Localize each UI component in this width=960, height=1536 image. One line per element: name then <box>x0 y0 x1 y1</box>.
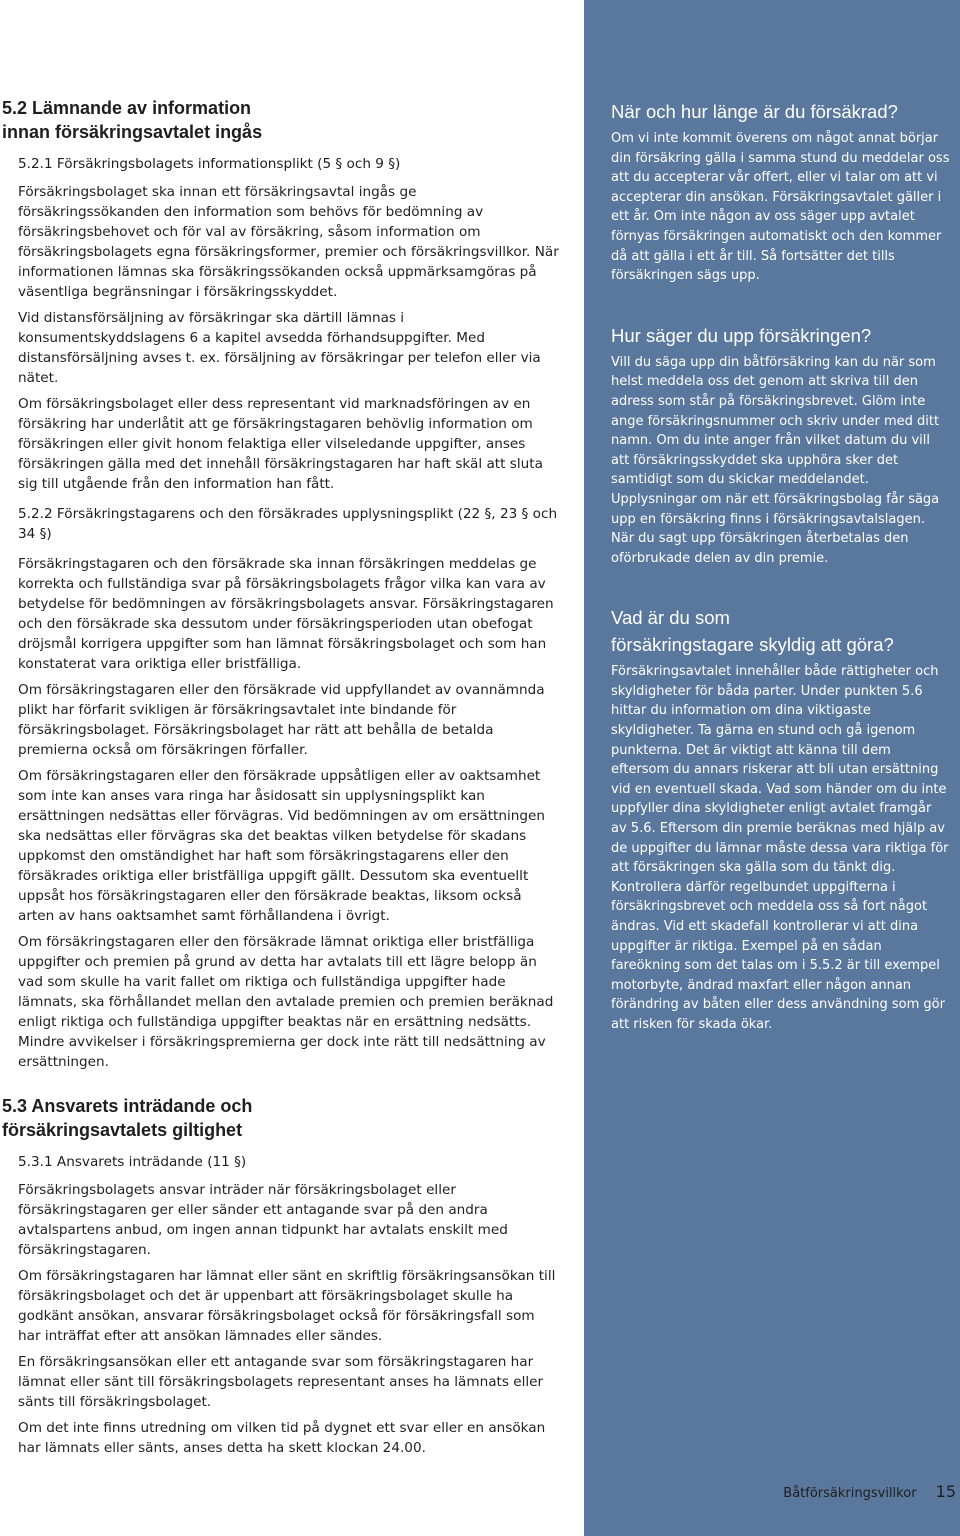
paragraph: Om försäkringstagaren eller den försäkrade uppsåtligen eller av oaktsamhet som inte kan anses vara ringa har åsidosatt sin upplysningsplikt kan ersättningen nedsättas eller förvägras. Vid bedömningen av om ersättningen ska nedsättas eller förvägras ska det beaktas vilken betydelse för skadans uppkomst den omständighet har haft som försäkringstagarens eller den försäkrades oriktiga eller bristfälliga uppgift gällt. Dessutom ska eventuellt uppsåt hos försäkringstagaren eller den försäkrade beaktas, liksom också arten av hans oaktsamhet samt förhållandena i övrigt. <box>18 768 545 924</box>
section-5-3-title: 5.3 Ansvarets inträdande och försäkringsavtalets giltighet <box>2 1096 253 1140</box>
paragraph: Vid distansförsäljning av försäkringar ska därtill lämnas i konsumentskyddslagens 6 a kapitel avsedda förhandsuppgifter. Med distansförsäljning avses t. ex. försäljning av försäkringar per telefon eller via nätet. <box>18 310 541 386</box>
sidebar-text: Försäkringsavtalet innehåller både rättigheter och skyldigheter för båda parter. Under punkten 5.6 hittar du information om dina viktigaste skyldigheter. Ta gärna en stund och gå igenom punkterna. Det är viktigt att känna till dem eftersom du annars riskerar att bli utan ersättning vid en eventuell skada. Vad som händer om du inte uppfyller dina skyldigheter enligt avtalet framgår av 5.6. Eftersom din premie beräknas med hjälp av de uppgifter du lämnar måste dessa vara riktiga för att försäkringen ska gälla som du tänkt dig. Kontrollera därför regelbundet uppgifterna i försäkringsbrevet och meddela oss så fort något ändras. Vid ett skadefall kontrollerar vi att dina uppgifter är riktiga. Exempel på en sådan fareökning som det talas om i 5.5.2 är till exempel motorbyte, ändrad maxfart eller någon annan förändring av båten eller dess användning som gör att risken för skada ökar. <box>611 664 949 1032</box>
paragraph: Om försäkringsbolaget eller dess representant vid marknadsföringen av en försäkring har underlåtit att ge försäkringstagaren behövlig information om försäkringen eller givit honom felaktiga eller vilseledande uppgifter, anses försäkringen gälla med det innehåll försäkringstagaren har haft skäl att sluta sig till utgående från den information han fått. <box>18 396 543 492</box>
paragraph: Försäkringstagaren och den försäkrade ska innan försäkringen meddelas ge korrekta och fullständiga svar på försäkringsbolagets frågor vilka kan vara av betydelse för bedömningen av försäkringsbolagets ansvar. Försäkringstagaren och den försäkrade ska dessutom under försäkringsperioden utan obefogat dröjsmål korrigera uppgifter som han lämnat försäkringsbolaget och som han konstaterat vara oriktiga eller bristfälliga. <box>18 556 554 672</box>
subsection-5-3-1-title: 5.3.1 Ansvarets inträdande (11 §) <box>18 1154 247 1170</box>
paragraph: Om försäkringstagaren eller den försäkrade lämnat oriktiga eller bristfälliga uppgifter och premien på grund av detta har avtalats till ett lägre belopp än vad som skulle ha varit fallet om riktiga och fullständiga uppgifter hade lämnats, ska förhållandet mellan den avtalade premien och premien beräknad enligt riktiga och fullständiga uppgifter beaktas när en ersättning nedsätts. Mindre avvikelser i försäkringspremierna ger dock inte rätt till nedsättning av ersättningen. <box>18 934 554 1070</box>
paragraph: Om försäkringstagaren har lämnat eller sänt en skriftlig försäkringsansökan till försäkringsbolaget och det är uppenbart att försäkringsbolaget skulle ha godkänt ansökan, ansvarar försäkringsbolaget också för försäkringsfall som har inträffat efter att ansökan lämnades eller sändes. <box>18 1268 556 1344</box>
main-column <box>0 96 560 1458</box>
paragraph: Om försäkringstagaren eller den försäkrade vid uppfyllandet av ovannämnda plikt har förfarit svikligen är försäkringsavtalet inte bindande för försäkringsbolaget. Försäkringsbolaget har rätt att behålla de betalda premierna också om försäkringen förfaller. <box>18 682 545 758</box>
sidebar-heading: Hur säger du upp försäkringen? <box>611 324 872 346</box>
sidebar-text: Vill du säga upp din båtförsäkring kan du när som helst meddela oss det genom att skriva till den adress som står på försäkringsbrevet. Glöm inte ange försäkringsnummer och skriv under med ditt namn. Om du inte anger från vilket datum du vill att försäkringsskyddet ska upphöra sker det samtidigt som du skickar meddelandet. Upplysningar om när ett försäkringsbolag får säga upp en försäkring finns i försäkringsavtalslagen. När du sagt upp försäkringen återbetalas den oförbrukade delen av din premie. <box>611 354 940 566</box>
page-footer <box>783 1482 956 1501</box>
paragraph: Försäkringsbolagets ansvar inträder när försäkringsbolaget eller försäkringstagaren ger eller sänder ett antagande svar på den andra avtalspartens anbud, om ingen annan tidpunkt har avtalats enskilt med försäkringstagaren. <box>18 1182 508 1258</box>
paragraph: En försäkringsansökan eller ett antagande svar som försäkringstagaren har lämnat eller sänt till försäkringsbolagets representant anses ha lämnats eller sänts till försäkringsbolaget. <box>18 1354 544 1410</box>
section-5-2-title: 5.2 Lämnande av information innan försäkringsavtalet ingås <box>2 98 263 142</box>
paragraph: Försäkringsbolaget ska innan ett försäkringsavtal ingås ge försäkringssökanden den information som behövs för bedömning av försäkringsbehovet och för val av försäkring, såsom information om försäkringsbolagets egna försäkringsformer, premier och försäkringsvillkor. När informationen lämnas ska försäkringssökanden också uppmärksamgöras på väsentliga begränsningar i försäkringsskyddet. <box>18 184 559 300</box>
subsection-5-2-1-title: 5.2.1 Försäkringsbolagets informationsplikt (5 § och 9 §) <box>18 156 401 172</box>
subsection-5-2-2-title: 5.2.2 Försäkringstagarens och den försäkrades upplysningsplikt (22 §, 23 § och 34 §) <box>18 506 558 542</box>
sidebar-text: Om vi inte kommit överens om något annat börjar din försäkring gälla i samma stund du meddelar oss att du accepterar vår offert, eller vi talar om att vi accepterar din ansökan. Försäkringsavtalet gäller i ett år. Om inte någon av oss säger upp avtalet förnyas försäkringen automatiskt och den kommer då att gälla i ett år till. Så fortsätter det tills försäkringen sägs upp. <box>611 131 950 284</box>
paragraph: Om det inte finns utredning om vilken tid på dygnet ett svar eller en ansökan har lämnats eller sänts, anses detta ha skett klockan 24.00. <box>18 1420 546 1456</box>
footer-title: Båtförsäkringsvillkor <box>783 1486 917 1501</box>
page-number: 15 <box>935 1482 956 1501</box>
info-sidebar <box>584 0 960 1536</box>
sidebar-heading: När och hur länge är du försäkrad? <box>611 101 898 122</box>
sidebar-heading: Vad är du som försäkringstagare skyldig att göra? <box>611 607 894 656</box>
sidebar-content <box>611 98 951 1035</box>
